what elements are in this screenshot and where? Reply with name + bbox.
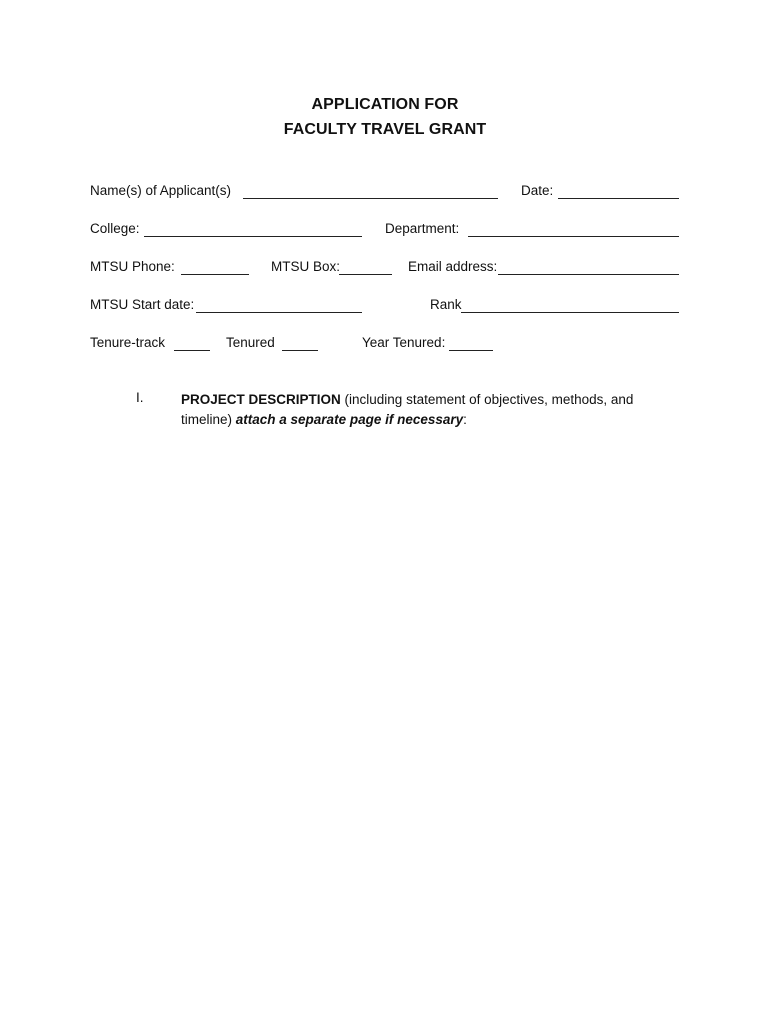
- section-number: I.: [136, 390, 144, 405]
- applicant-row: [0, 183, 770, 203]
- box-label: MTSU Box:: [271, 259, 341, 274]
- phone-label: MTSU Phone:: [90, 259, 175, 274]
- tenure-track-label: Tenure-track: [90, 335, 166, 350]
- tenured-label: Tenured: [226, 335, 275, 350]
- section-heading: PROJECT DESCRIPTION: [181, 392, 341, 407]
- contact-row: [0, 259, 770, 279]
- page-title-line1: APPLICATION FOR: [311, 96, 459, 113]
- section-description: [181, 390, 641, 430]
- box-field[interactable]: [339, 274, 392, 275]
- department-field[interactable]: [468, 236, 679, 237]
- year-tenured-label: Year Tenured:: [362, 335, 446, 350]
- email-field[interactable]: [498, 274, 679, 275]
- start-date-field[interactable]: [196, 312, 362, 313]
- rank-label: Rank: [430, 297, 462, 312]
- rank-field[interactable]: [461, 312, 679, 313]
- email-label: Email address:: [408, 259, 498, 274]
- section-emphasis: attach a separate page if necessary: [235, 412, 464, 427]
- college-row: [0, 221, 770, 241]
- college-label: College:: [90, 221, 140, 236]
- start-rank-row: [0, 297, 770, 317]
- college-field[interactable]: [144, 236, 362, 237]
- start-date-label: MTSU Start date:: [90, 297, 195, 312]
- phone-field[interactable]: [181, 274, 249, 275]
- year-tenured-field[interactable]: [449, 350, 493, 351]
- tenure-track-field[interactable]: [174, 350, 210, 351]
- section-text-end: :: [463, 412, 467, 427]
- tenured-field[interactable]: [282, 350, 318, 351]
- page-title-line2: FACULTY TRAVEL GRANT: [283, 121, 487, 138]
- names-field[interactable]: [243, 198, 498, 199]
- section-text: (including statement of objectives, methods, and timeline): [181, 392, 634, 427]
- date-field[interactable]: [558, 198, 679, 199]
- names-label: Name(s) of Applicant(s): [90, 183, 232, 198]
- tenure-row: [0, 335, 770, 355]
- department-label: Department:: [385, 221, 460, 236]
- date-label: Date:: [521, 183, 554, 198]
